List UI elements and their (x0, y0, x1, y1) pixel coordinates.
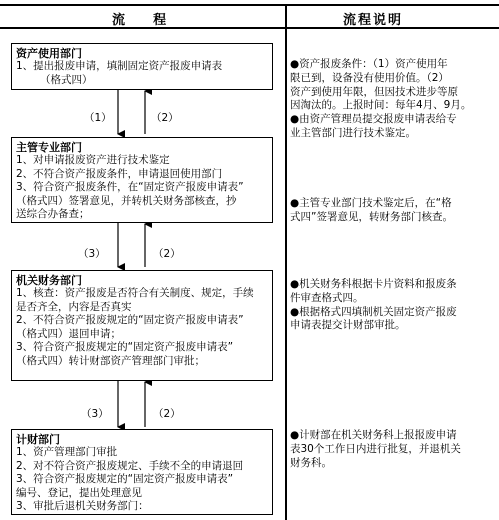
note-text: ●机关财务科根据卡片资料和报废条 件审查格式四。 ●根据格式四填制机关固定资产报废 申请表提交计财部审批。 (290, 278, 457, 332)
note-finance-review (290, 278, 496, 333)
box-line: 2、不符合资产报废规定的“固定资产报废申请表” (16, 314, 244, 326)
box-line: （格式四）签署意见，并转机关财务部核查，抄 (16, 194, 237, 207)
box-line: 3、符合资产报废规定的“固定资产报废申请表” (16, 473, 234, 485)
box-title: 资产使用部门 (16, 47, 82, 60)
box-line: 1、资产管理部门审批 (16, 446, 118, 458)
box-line: 1、核查：资产报废是否符合有关制度、规定，手续 (16, 287, 254, 299)
arrow-label: （2） (153, 408, 181, 420)
note-text: ●主管专业部门技术鉴定后，在“格 式四”签署意见，转财务部门核查。 (290, 197, 453, 223)
note-technical-review (290, 197, 496, 225)
arrow-label: （2） (153, 248, 181, 260)
box-line: 2、不符合资产报废条件，申请退回使用部门 (16, 167, 223, 180)
process-box-asset-user-dept (11, 43, 273, 90)
arrow-label: （2） (151, 112, 179, 124)
box-line: （格式四） (40, 73, 93, 86)
arrow-label: （1） (84, 112, 112, 124)
box-title: 计财部门 (16, 433, 60, 446)
box-line: （格式四）转计财部资产管理部门审批； (16, 354, 205, 367)
flow-header: 流 程 (112, 13, 169, 28)
notes-header: 流程说明 (343, 13, 404, 28)
box-line: 3、符合资产报废条件，在“固定资产报废申请表” (16, 181, 244, 193)
box-line: （格式四）退回申请； (16, 327, 121, 340)
box-title: 主管专业部门 (16, 141, 82, 154)
arrow-label: （3） (81, 408, 109, 420)
process-box-supervising-dept (11, 137, 273, 223)
note-text: ●资产报废条件：（1）资产使用年 限已到，设备没有使用价值。（2） 资产到使用年限，但因技术进步等原 因淘汰的。上报时间：每年4月、9月。 ●由资产管理员提交报废申请表给专 业主管部门进行技术鉴定。 (290, 58, 472, 139)
box-line: 1、对申请报废资产进行技术鉴定 (16, 154, 170, 166)
box-title: 机关财务部门 (16, 274, 82, 287)
note-approval (290, 429, 496, 470)
box-line: 编号、登记，提出处理意见 (16, 486, 142, 499)
arrow-label: （3） (78, 248, 106, 260)
box-line: 送综合办备查； (16, 208, 90, 220)
box-line: 3、符合资产报废规定的“固定资产报废申请表” (16, 341, 234, 353)
note-text: ●计财部在机关财务科上报报废申请 表30个工作日内进行批复，并退机关 财务科。 (290, 429, 461, 469)
box-line: 1、提出报废申请，填制固定资产报废申请表 (16, 60, 223, 72)
note-scrap-conditions (290, 58, 496, 141)
process-box-planning-finance-dept (11, 429, 273, 515)
box-line: 是否齐全，内容是否真实 (16, 300, 132, 313)
box-line: 3、审批后退机关财务部门： (16, 500, 149, 512)
process-box-finance-dept (11, 270, 273, 381)
box-line: 2、对不符合资产报废规定、手续不全的申请退回 (16, 459, 244, 472)
